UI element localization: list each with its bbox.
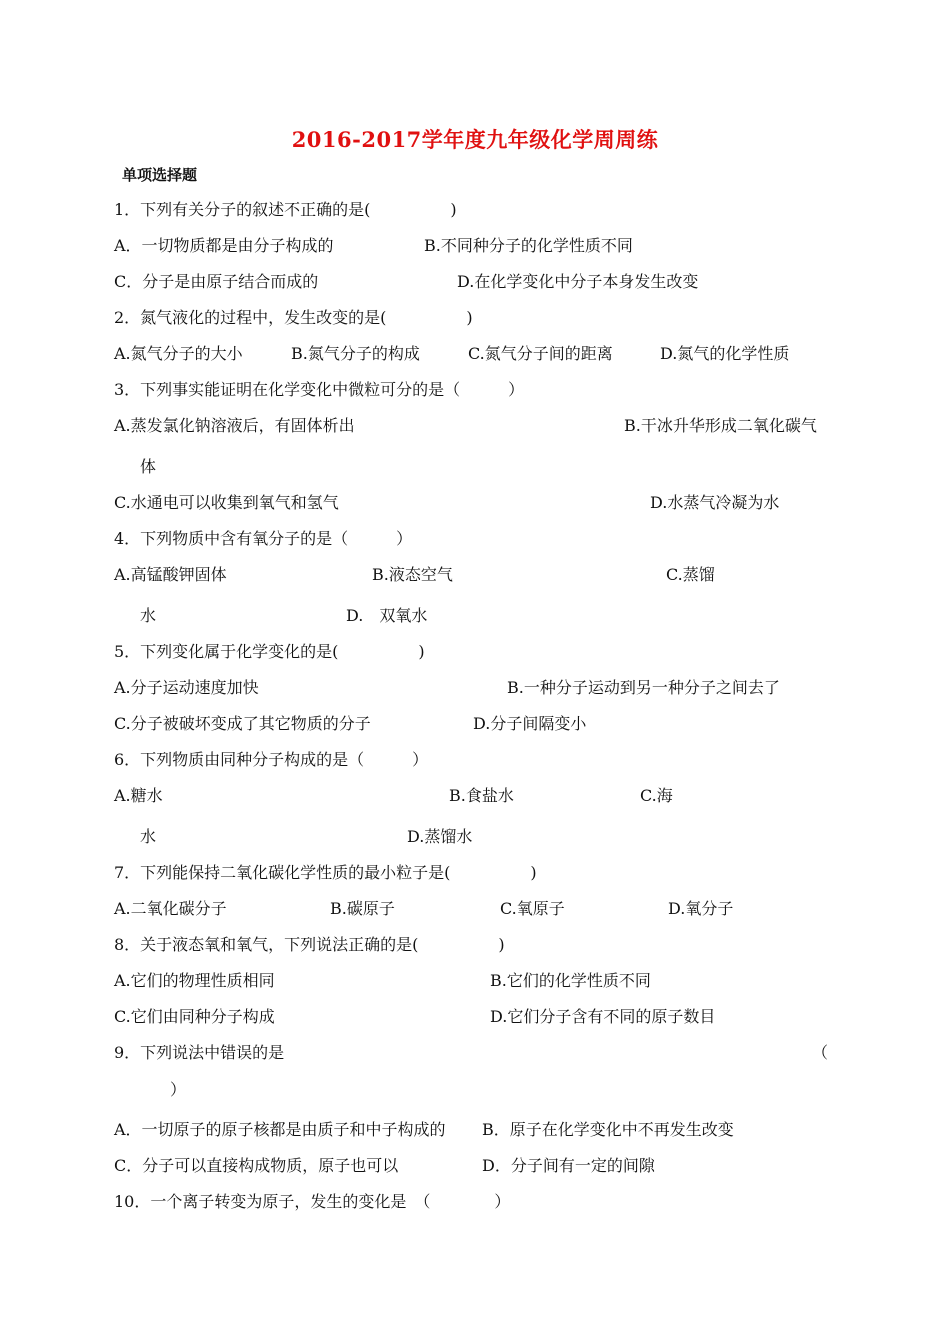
option-a: A．一切物质都是由分子构成的: [114, 236, 334, 255]
question-stem: 9．下列说法中错误的是: [114, 1043, 285, 1062]
question-stem: 3．下列事实能证明在化学变化中微粒可分的是（ ）: [114, 380, 525, 399]
option-a: A.高锰酸钾固体: [114, 565, 227, 584]
section-heading: 单项选择题: [122, 166, 198, 184]
option-c-continued: 水: [140, 606, 157, 625]
option-c: C.它们由同种分子构成: [114, 1007, 275, 1026]
option-d: D.在化学变化中分子本身发生改变: [457, 272, 699, 291]
option-c-continued: 水: [140, 827, 157, 846]
question-stem: 5．下列变化属于化学变化的是( ): [114, 642, 425, 661]
question-stem: 7．下列能保持二氧化碳化学性质的最小粒子是( ): [114, 863, 537, 882]
option-a: A.糖水: [114, 786, 163, 805]
option-c: C.海: [640, 786, 673, 805]
option-c: C．分子可以直接构成物质，原子也可以: [114, 1156, 399, 1175]
option-a: A.分子运动速度加快: [114, 678, 259, 697]
option-a: A.二氧化碳分子: [114, 899, 227, 918]
page-title: 2016-2017学年度九年级化学周周练: [291, 127, 659, 152]
option-d: D.蒸馏水: [407, 827, 473, 846]
option-d: D.分子间隔变小: [473, 714, 587, 733]
option-a: A.它们的物理性质相同: [114, 971, 275, 990]
option-d: D.氮气的化学性质: [660, 344, 790, 363]
question-stem: 8．关于液态氧和氧气，下列说法正确的是( ): [114, 935, 505, 954]
option-b: B.不同种分子的化学性质不同: [424, 236, 633, 255]
option-d: D．分子间有一定的间隙: [482, 1156, 655, 1175]
option-d: D.它们分子含有不同的原子数目: [490, 1007, 716, 1026]
option-c: C.水通电可以收集到氧气和氢气: [114, 493, 339, 512]
option-a: A.氮气分子的大小: [114, 344, 243, 363]
answer-paren-close: ）: [170, 1080, 187, 1099]
option-c: C.氮气分子间的距离: [468, 344, 613, 363]
answer-paren-open: （: [812, 1043, 829, 1062]
option-b: B.它们的化学性质不同: [490, 971, 651, 990]
option-b: B．原子在化学变化中不再发生改变: [482, 1120, 734, 1139]
question-stem: 1．下列有关分子的叙述不正确的是( ): [114, 200, 457, 219]
option-b: B.干冰升华形成二氧化碳气: [624, 416, 817, 435]
option-a: A.蒸发氯化钠溶液后，有固体析出: [114, 416, 355, 435]
option-b: B.液态空气: [372, 565, 453, 584]
option-c: C.氧原子: [500, 899, 565, 918]
option-c: C.分子被破坏变成了其它物质的分子: [114, 714, 371, 733]
option-b-continued: 体: [140, 457, 157, 476]
option-b: B.一种分子运动到另一种分子之间去了: [507, 678, 780, 697]
option-b: B.碳原子: [330, 899, 395, 918]
option-b: B.氮气分子的构成: [291, 344, 420, 363]
question-stem: 6．下列物质由同种分子构成的是（ ）: [114, 750, 429, 769]
option-a: A．一切原子的原子核都是由质子和中子构成的: [114, 1120, 446, 1139]
question-stem: 4．下列物质中含有氧分子的是（ ）: [114, 529, 413, 548]
question-stem: 2．氮气液化的过程中，发生改变的是( ): [114, 308, 473, 327]
option-d: D. 双氧水: [346, 606, 428, 625]
option-d: D.水蒸气冷凝为水: [650, 493, 780, 512]
option-c: C.蒸馏: [666, 565, 715, 584]
option-b: B.食盐水: [449, 786, 514, 805]
question-stem: 10．一个离子转变为原子，发生的变化是 （ ）: [114, 1192, 511, 1211]
option-c: C．分子是由原子结合而成的: [114, 272, 319, 291]
option-d: D.氧分子: [668, 899, 734, 918]
